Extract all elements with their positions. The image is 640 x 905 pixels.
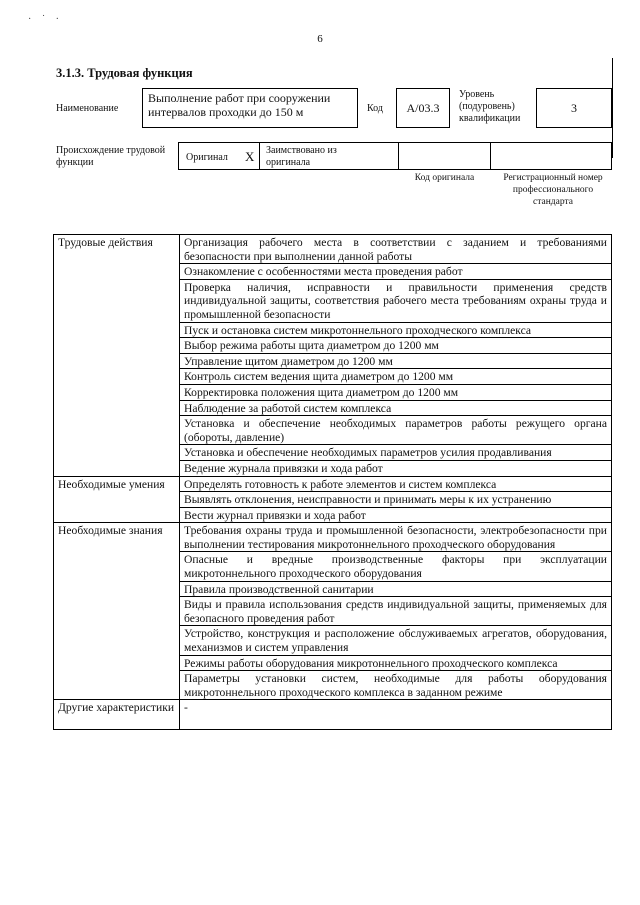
borrowed-label: Заимствовано из оригинала	[266, 145, 337, 168]
list-item: Установка и обеспечение необходимых параметров работы режущего органа (обороты, давление)	[180, 416, 612, 445]
level-label: Уровень (подуровень) квалификации	[459, 89, 521, 124]
level-value: 3	[571, 101, 577, 115]
list-item: Виды и правила использования средств индивидуальной защиты, применяемых для безопасного проведения работ	[180, 597, 612, 626]
list-item: Наблюдение за работой систем комплекса	[180, 400, 612, 416]
list-item: Вести журнал привязки и хода работ	[180, 507, 612, 523]
borrowed-cell	[259, 142, 399, 170]
name-label: Наименование	[56, 103, 119, 114]
table-row	[54, 235, 612, 264]
code-original-cell	[398, 142, 491, 170]
section-label-other: Другие характеристики	[54, 700, 180, 730]
list-item: Устройство, конструкция и расположение обслуживаемых агрегатов, оборудования, механизмов и систем управления	[180, 626, 612, 655]
margin-line	[612, 58, 613, 158]
list-item: Ведение журнала привязки и хода работ	[180, 460, 612, 476]
code-original-caption: Код оригинала	[414, 173, 475, 183]
table-row	[54, 476, 612, 492]
list-item: Ознакомление с особенностями места проведения работ	[180, 264, 612, 280]
list-item: Организация рабочего места в соответствии с заданием и требованиями безопасности при выполнении данной работы	[180, 235, 612, 264]
list-item: Режимы работы оборудования микротоннельного проходческого комплекса	[180, 655, 612, 671]
original-mark: X	[245, 149, 255, 164]
code-value: A/03.3	[406, 101, 440, 115]
reg-number-cell	[490, 142, 612, 170]
list-item: Установка и обеспечение необходимых параметров усилия продавливания	[180, 445, 612, 461]
section-label-actions: Трудовые действия	[54, 235, 180, 477]
list-item: Выбор режима работы щита диаметром до 1200 мм	[180, 338, 612, 354]
list-item: -	[180, 700, 612, 730]
list-item: Корректировка положения щита диаметром до 1200 мм	[180, 384, 612, 400]
list-item: Параметры установки систем, необходимые для работы оборудования микротоннельного проходческого комплекса в заданном режиме	[180, 671, 612, 700]
list-item: Управление щитом диаметром до 1200 мм	[180, 353, 612, 369]
original-cell	[178, 142, 260, 170]
labor-function-table	[53, 234, 612, 730]
list-item: Определять готовность к работе элементов и систем комплекса	[180, 476, 612, 492]
name-value-box	[142, 88, 358, 128]
section-label-knowledge: Необходимые знания	[54, 523, 180, 700]
list-item: Выявлять отклонения, неисправности и принимать меры к их устранению	[180, 492, 612, 508]
level-value-box	[536, 88, 612, 128]
code-label: Код	[367, 103, 383, 114]
page-number: 6	[317, 33, 323, 45]
code-value-box	[396, 88, 450, 128]
reg-number-caption: Регистрационный номер профессионального стандарта	[503, 173, 603, 207]
scan-artifact: · ˙ ·	[28, 14, 63, 25]
original-label: Оригинал	[186, 152, 228, 163]
section-title: 3.1.3. Трудовая функция	[56, 66, 193, 80]
list-item: Контроль систем ведения щита диаметром до 1200 мм	[180, 369, 612, 385]
name-value: Выполнение работ при сооружении интервалов проходки до 150 м	[148, 91, 331, 119]
section-label-skills: Необходимые умения	[54, 476, 180, 523]
table-row	[54, 700, 612, 730]
list-item: Требования охраны труда и промышленной безопасности, электробезопасности при выполнении тестирования микротоннельного проходческого оборудования	[180, 523, 612, 552]
list-item: Опасные и вредные производственные факторы при эксплуатации микротоннельного проходческого оборудования	[180, 552, 612, 581]
list-item: Правила производственной санитарии	[180, 581, 612, 597]
table-row	[54, 523, 612, 552]
origin-label: Происхождение трудовой функции	[56, 145, 166, 168]
list-item: Пуск и остановка систем микротоннельного проходческого комплекса	[180, 322, 612, 338]
list-item: Проверка наличия, исправности и правильности применения средств индивидуальной защиты, соответствия рабочего места требованиям охраны труда и промышленной безопасности	[180, 279, 612, 322]
